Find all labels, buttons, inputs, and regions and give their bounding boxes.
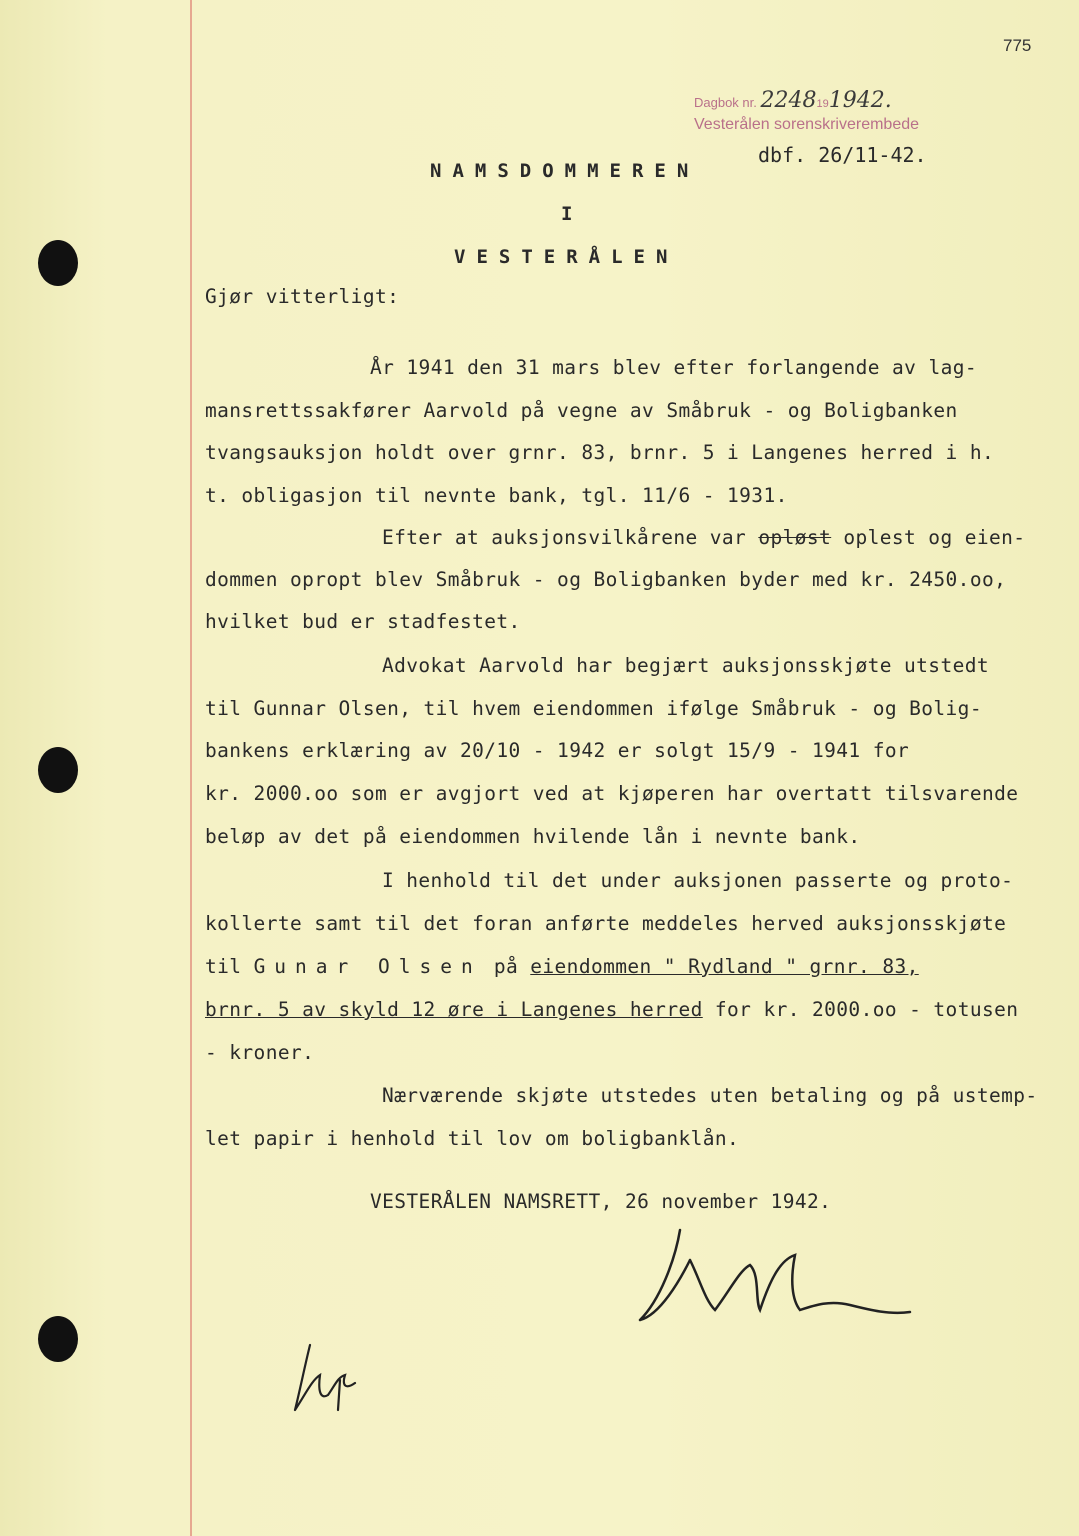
body-line: Nærværende skjøte utstedes uten betaling og på ustemp- <box>382 1084 1038 1107</box>
body-text: oplest og eien- <box>831 526 1026 549</box>
body-line: kollerte samt til det foran anførte meddeles herved auksjonsskjøte <box>205 912 1007 935</box>
intro-text: Gjør vitterligt: <box>205 285 400 308</box>
body-text: til <box>205 955 254 978</box>
body-line: Advokat Aarvold har begjært auksjonsskjøte utstedt <box>382 654 989 677</box>
body-line: let papir i henhold til lov om boligbanklån. <box>205 1127 740 1150</box>
body-line: bankens erklæring av 20/10 - 1942 er solgt 15/9 - 1941 for <box>205 739 910 762</box>
body-line <box>205 955 919 978</box>
clerk-initials <box>290 1335 370 1415</box>
body-line <box>382 526 1025 549</box>
margin-rule <box>190 0 192 1536</box>
buyer-name: Gunar Olsen <box>253 955 482 978</box>
dagbok-stamp: Dagbok nr. 2248191942. <box>694 88 892 113</box>
punch-hole-top <box>38 240 78 286</box>
body-text: på <box>481 955 531 978</box>
dbf-reference: dbf. 26/11-42. <box>758 143 927 167</box>
property-underlined: eiendommen " Rydland " grnr. 83, <box>530 955 919 978</box>
dagbok-year: 1942. <box>828 88 892 113</box>
dagbok-label: Dagbok nr. <box>694 95 757 110</box>
body-line: hvilket bud er stadfestet. <box>205 610 521 633</box>
body-line: I henhold til det under auksjonen passerte og proto- <box>382 869 1014 892</box>
body-text: Efter at auksjonsvilkårene var <box>382 526 759 549</box>
punch-hole-bottom <box>38 1316 78 1362</box>
body-line: tvangsauksjon holdt over grnr. 83, brnr. 5 i Langenes herred i h. <box>205 441 995 464</box>
punch-hole-middle <box>38 747 78 793</box>
body-line <box>205 998 1018 1021</box>
body-line: - kroner. <box>205 1041 315 1064</box>
body-line: År 1941 den 31 mars blev efter forlangende av lag- <box>370 356 977 379</box>
body-line: til Gunnar Olsen, til hvem eiendommen ifølge Småbruk - og Bolig- <box>205 697 982 720</box>
property-underlined: brnr. 5 av skyld 12 øre i Langenes herred <box>205 998 703 1021</box>
body-text: for kr. 2000.oo - totusen <box>702 998 1019 1021</box>
dagbok-number: 2248 <box>760 88 817 113</box>
closing-line: VESTERÅLEN NAMSRETT, 26 november 1942. <box>370 1190 832 1213</box>
body-line: kr. 2000.oo som er avgjort ved at kjøperen har overtatt tilsvarende <box>205 782 1019 805</box>
heading-line3: VESTERÅLEN <box>454 246 679 268</box>
office-stamp: Vesterålen sorenskriverembede <box>694 116 920 133</box>
body-line: beløp av det på eiendommen hvilende lån i nevnte bank. <box>205 825 861 848</box>
body-line: t. obligasjon til nevnte bank, tgl. 11/6 - 1931. <box>205 484 788 507</box>
body-line: dommen opropt blev Småbruk - og Boligbanken byder med kr. 2450.oo, <box>205 568 1007 591</box>
page-number: 775 <box>1003 36 1032 55</box>
heading-line2: I <box>561 203 584 225</box>
judge-signature <box>620 1220 920 1340</box>
body-line: mansrettssakfører Aarvold på vegne av Småbruk - og Boligbanken <box>205 399 958 422</box>
heading-line1: NAMSDOMMEREN <box>430 160 700 182</box>
struck-word: opløst <box>758 526 832 549</box>
